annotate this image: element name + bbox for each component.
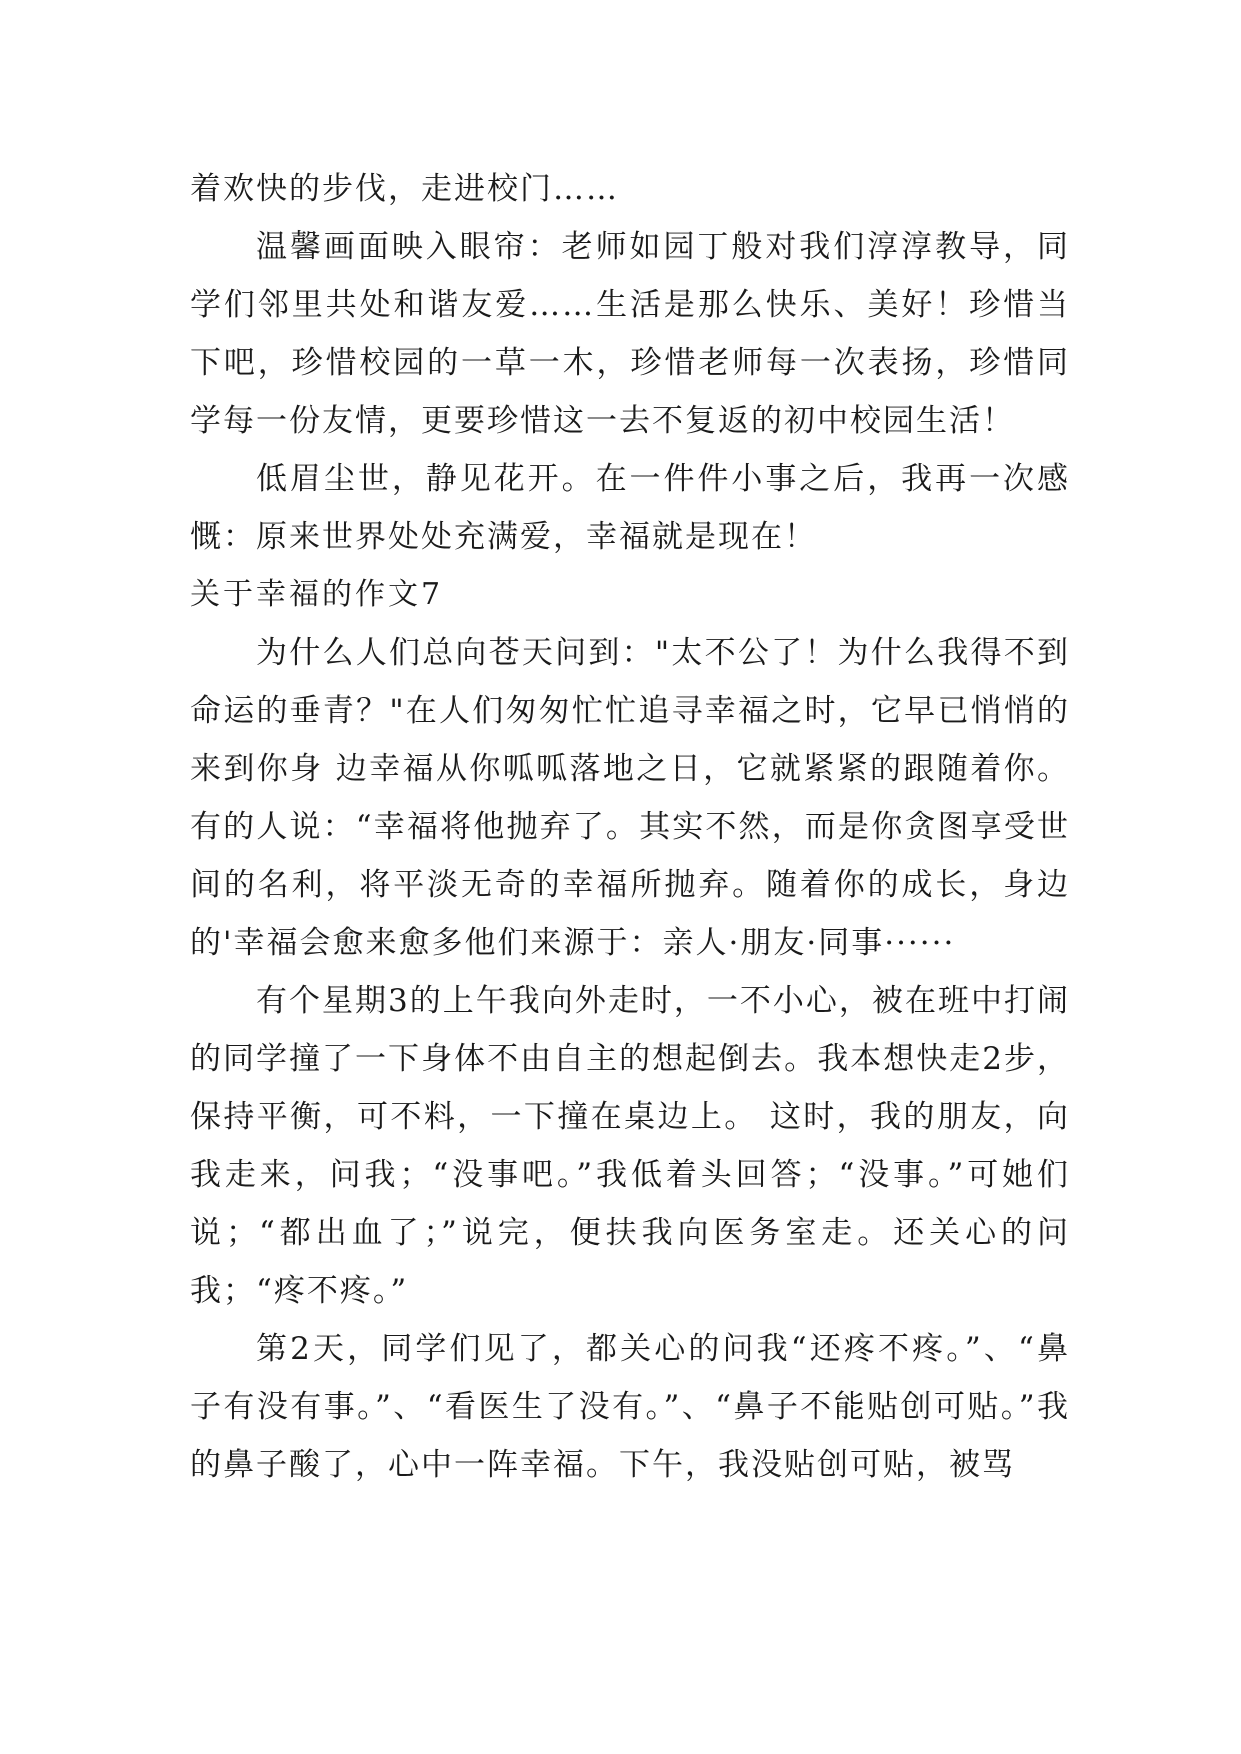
paragraph: 第2天，同学们见了，都关心的问我“还疼不疼。”、“鼻子有没有事。”、“看医生了没有。”、“鼻子不能贴创可贴。”我的鼻子酸了，心中一阵幸福。下午，我没贴创可贴，被骂 [190, 1331, 1070, 1483]
paragraph-continuation: 着欢快的步伐，走进校门…… [190, 171, 619, 207]
paragraph: 为什么人们总向苍天问到："太不公了！为什么我得不到命运的垂青？"在人们匆匆忙忙追寻幸福之时，它早已悄悄的来到你身 边幸福从你呱呱落地之日，它就紧紧的跟随着你。有的人说：“幸福将他抛弃了。其实不然，而是你贪图享受世间的名利，将平淡无奇的幸福所抛弃。随着你的成长，身边的'幸福会愈来愈多他们来源于：亲人·朋友·同事······ [190, 635, 1070, 961]
document-body [190, 160, 1070, 1494]
section-heading: 关于幸福的作文7 [190, 577, 444, 612]
paragraph: 温馨画面映入眼帘：老师如园丁般对我们淳淳教导，同学们邻里共处和谐友爱……生活是那么快乐、美好！珍惜当下吧，珍惜校园的一草一木，珍惜老师每一次表扬，珍惜同学每一份友情，更要珍惜这一去不复返的初中校园生活！ [190, 229, 1070, 439]
paragraph: 有个星期3的上午我向外走时，一不小心，被在班中打闹的同学撞了一下身体不由自主的想起倒去。我本想快走2步，保持平衡，可不料，一下撞在桌边上。 这时，我的朋友，向我走来，问我；“没事吧。”我低着头回答；“没事。”可她们说；“都出血了；”说完，便扶我向医务室走。还关心的问我；“疼不疼。” [190, 983, 1070, 1309]
paragraph: 低眉尘世，静见花开。在一件件小事之后，我再一次感慨：原来世界处处充满爱，幸福就是现在！ [190, 461, 1070, 555]
